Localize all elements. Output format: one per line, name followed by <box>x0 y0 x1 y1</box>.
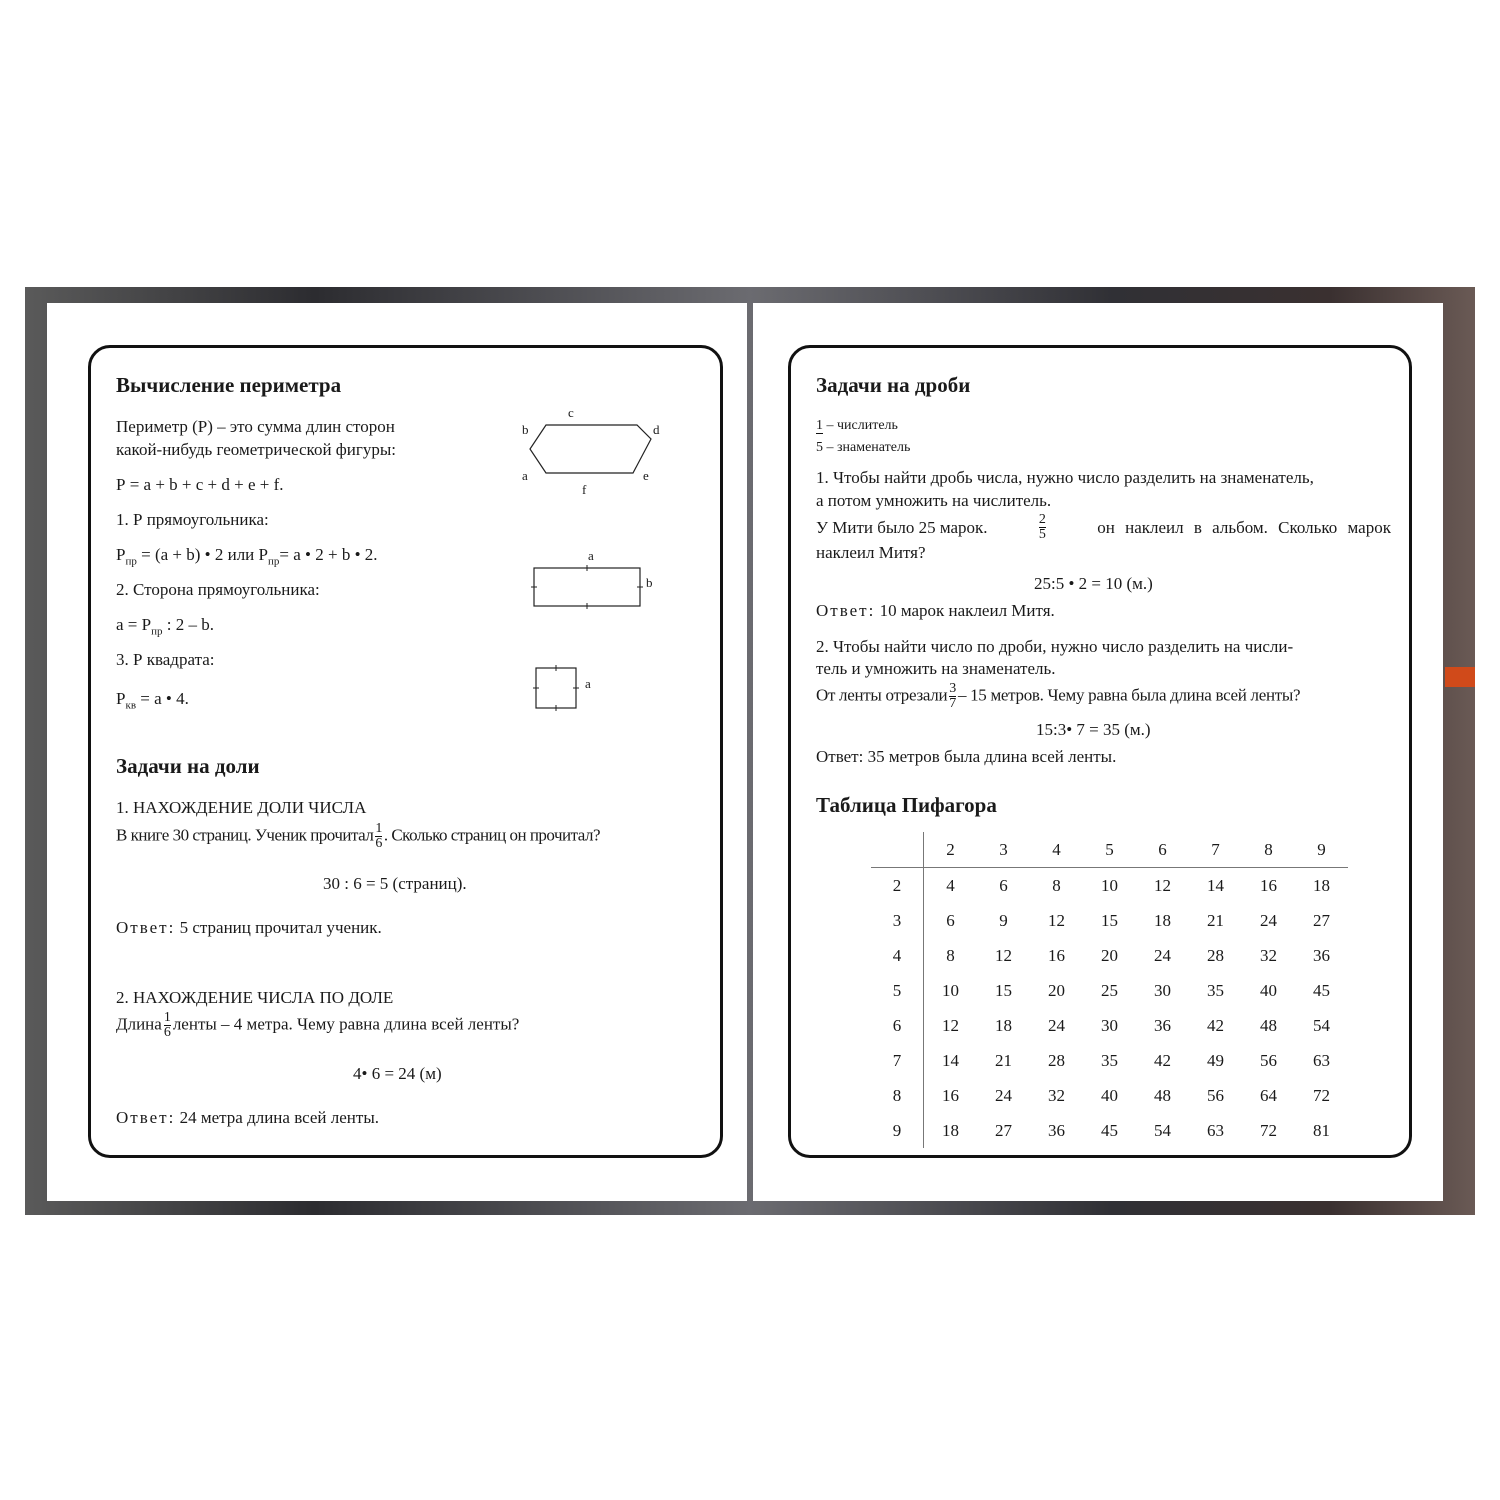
shares-solution-2: 4• 6 = 24 (м) <box>353 1064 442 1083</box>
shares-answer-2: Ответ: 24 метра длина всей ленты. <box>116 1108 380 1127</box>
table-cell: 56 <box>1207 1085 1224 1105</box>
table-cell: 36 <box>1313 945 1330 965</box>
rect-formula: $Р_{пр} = (a + b)$ • 2 или $Р_{пр}= a$ • 2 + b • 2. <box>116 545 378 568</box>
perimeter-def-1: Периметр (Р) – это сумма длин сторон <box>116 417 395 436</box>
table-cell: 4 <box>946 875 955 895</box>
table-cell: 27 <box>995 1120 1012 1140</box>
table-cell: 45 <box>1101 1120 1118 1140</box>
table-cell: 20 <box>1101 945 1118 965</box>
table-cell: 45 <box>1313 980 1330 1000</box>
column-header: 5 <box>1083 832 1136 868</box>
side-title: 2. Сторона прямоугольника: <box>116 580 320 599</box>
row-header: 8 <box>871 1078 924 1113</box>
shares-answer-1: Ответ: 5 страниц прочитал ученик. <box>116 918 382 937</box>
table-cell: 12 <box>942 1015 959 1035</box>
table-header-row <box>871 832 1348 868</box>
row-header: 3 <box>871 903 924 938</box>
square-diagram <box>531 663 581 713</box>
table-row <box>871 1078 1348 1113</box>
table-cell: 35 <box>1101 1050 1118 1070</box>
multiplication-table <box>871 832 1348 1148</box>
table-cell: 8 <box>1052 875 1061 895</box>
table-cell: 16 <box>1260 875 1277 895</box>
fractions-title: Задачи на дроби <box>816 373 971 397</box>
pythagoras-title: Таблица Пифагора <box>816 793 997 817</box>
table-cell: 48 <box>1260 1015 1277 1035</box>
column-header: 4 <box>1030 832 1083 868</box>
table-cell: 16 <box>1048 945 1065 965</box>
table-cell: 18 <box>995 1015 1012 1035</box>
square-title: 3. Р квадрата: <box>116 650 215 669</box>
shares-title: Задачи на доли <box>116 754 260 778</box>
table-cell: 36 <box>1154 1015 1171 1035</box>
table-cell: 54 <box>1154 1120 1171 1140</box>
hex-label-a: a <box>522 468 528 483</box>
problem-2: От ленты отрезали $\frac{3}{7}$ – 15 метров. Чему равна была длина всей ленты? <box>816 681 1301 711</box>
table-cell: 24 <box>1260 910 1277 930</box>
right-panel <box>788 345 1412 1158</box>
hex-label-f: f <box>582 482 587 497</box>
table-cell: 30 <box>1154 980 1171 1000</box>
table-cell: 25 <box>1101 980 1118 1000</box>
table-cell: 18 <box>942 1120 959 1140</box>
table-corner <box>871 832 924 868</box>
table-cell: 72 <box>1260 1120 1277 1140</box>
table-cell: 21 <box>1207 910 1224 930</box>
table-cell: 14 <box>1207 875 1224 895</box>
table-row <box>871 938 1348 973</box>
table-cell: 32 <box>1048 1085 1065 1105</box>
hex-label-e: e <box>643 468 649 483</box>
table-cell: 64 <box>1260 1085 1277 1105</box>
table-row <box>871 1008 1348 1043</box>
perimeter-title: Вычисление периметра <box>116 373 342 397</box>
rect-label-a: a <box>588 548 594 563</box>
shares-task-1-text: В книге 30 страниц. Ученик прочитал $\frac{1}{6}$ . Сколько страниц он прочитал? <box>116 821 601 851</box>
shares-task-2-text: Длина $\frac{1}{6}$ ленты – 4 метра. Чему равна длина всей ленты? <box>116 1010 520 1040</box>
row-header: 2 <box>871 868 924 904</box>
table-cell: 14 <box>942 1050 959 1070</box>
table-cell: 9 <box>999 910 1008 930</box>
square-label-a: a <box>585 676 591 691</box>
table-cell: 10 <box>1101 875 1118 895</box>
table-cell: 15 <box>1101 910 1118 930</box>
rect-label-b: b <box>646 575 653 590</box>
table-cell: 27 <box>1313 910 1330 930</box>
table-cell: 63 <box>1313 1050 1330 1070</box>
answer-2: Ответ: 35 метров была длина всей ленты. <box>816 747 1117 766</box>
column-header: 9 <box>1295 832 1348 868</box>
table-cell: 15 <box>995 980 1012 1000</box>
table-cell: 40 <box>1260 980 1277 1000</box>
table-cell: 18 <box>1154 910 1171 930</box>
hexagon-diagram <box>511 403 671 503</box>
row-header: 9 <box>871 1113 924 1148</box>
table-cell: 6 <box>946 910 955 930</box>
table-row <box>871 1043 1348 1078</box>
rule-1-line-2: а потом умножить на числитель. <box>816 491 1052 510</box>
row-header: 7 <box>871 1043 924 1078</box>
shares-task-1-title: 1. НАХОЖДЕНИЕ ДОЛИ ЧИСЛА <box>116 798 367 817</box>
column-header: 6 <box>1136 832 1189 868</box>
table-cell: 35 <box>1207 980 1224 1000</box>
table-row <box>871 1113 1348 1148</box>
rect-title: 1. Р прямоугольника: <box>116 510 269 529</box>
table-cell: 24 <box>1154 945 1171 965</box>
table-cell: 18 <box>1313 875 1330 895</box>
table-cell: 32 <box>1260 945 1277 965</box>
numerator-legend: 1 – числитель <box>816 418 898 433</box>
solution-1: 25:5 • 2 = 10 (м.) <box>1034 574 1153 593</box>
problem-1-line-1: У Мити было 25 марок. 2 5 он наклеил в альбом. Сколько марок <box>816 512 1391 542</box>
table-cell: 42 <box>1207 1015 1224 1035</box>
table-row <box>871 903 1348 938</box>
hex-label-c: c <box>568 405 574 420</box>
table-cell: 49 <box>1207 1050 1224 1070</box>
table-cell: 21 <box>995 1050 1012 1070</box>
table-cell: 36 <box>1048 1120 1065 1140</box>
row-header: 5 <box>871 973 924 1008</box>
table-cell: 54 <box>1313 1015 1330 1035</box>
shares-task-2-title: 2. НАХОЖДЕНИЕ ЧИСЛА ПО ДОЛЕ <box>116 988 394 1007</box>
column-header: 8 <box>1242 832 1295 868</box>
rule-1-line-1: 1. Чтобы найти дробь числа, нужно число разделить на знаменатель, <box>816 468 1314 487</box>
denominator-legend: 5 – знаменатель <box>816 440 911 455</box>
perimeter-def-2: какой-нибудь геометрической фигуры: <box>116 440 397 459</box>
table-cell: 30 <box>1101 1015 1118 1035</box>
left-panel <box>88 345 723 1158</box>
solution-2: 15:3• 7 = 35 (м.) <box>1036 720 1151 739</box>
table-cell: 28 <box>1048 1050 1065 1070</box>
table-cell: 28 <box>1207 945 1224 965</box>
table-cell: 12 <box>995 945 1012 965</box>
rule-2-line-2: тель и умножить на знаменатель. <box>816 659 1056 678</box>
table-cell: 20 <box>1048 980 1065 1000</box>
table-cell: 12 <box>1154 875 1171 895</box>
square-formula: $Р_{кв} = a$ • 4. <box>116 689 189 712</box>
table-cell: 40 <box>1101 1085 1118 1105</box>
table-cell: 42 <box>1154 1050 1171 1070</box>
row-header: 4 <box>871 938 924 973</box>
rule-2-line-1: 2. Чтобы найти число по дроби, нужно число разделить на числи- <box>816 637 1294 656</box>
hex-label-b: b <box>522 422 529 437</box>
table-row <box>871 868 1348 904</box>
table-cell: 6 <box>999 875 1008 895</box>
table-cell: 48 <box>1154 1085 1171 1105</box>
perimeter-formula: Р = a + b + c + d + e + f. <box>116 475 284 494</box>
table-cell: 10 <box>942 980 959 1000</box>
problem-1-line-2: наклеил Митя? <box>816 543 926 562</box>
table-cell: 63 <box>1207 1120 1224 1140</box>
table-cell: 72 <box>1313 1085 1330 1105</box>
rectangle-diagram <box>531 563 646 613</box>
table-cell: 56 <box>1260 1050 1277 1070</box>
shares-solution-1: 30 : 6 = 5 (страниц). <box>323 874 467 893</box>
column-header: 3 <box>977 832 1030 868</box>
table-cell: 12 <box>1048 910 1065 930</box>
table-cell: 24 <box>1048 1015 1065 1035</box>
table-cell: 81 <box>1313 1120 1330 1140</box>
table-cell: 8 <box>946 945 955 965</box>
row-header: 6 <box>871 1008 924 1043</box>
answer-1: Ответ: 10 марок наклеил Митя. <box>816 601 1055 620</box>
table-cell: 24 <box>995 1085 1012 1105</box>
table-row <box>871 973 1348 1008</box>
table-cell: 16 <box>942 1085 959 1105</box>
column-header: 7 <box>1189 832 1242 868</box>
hex-label-d: d <box>653 422 660 437</box>
column-header: 2 <box>924 832 978 868</box>
side-formula: $a = Р_{пр}$ : 2 – b. <box>116 615 214 638</box>
